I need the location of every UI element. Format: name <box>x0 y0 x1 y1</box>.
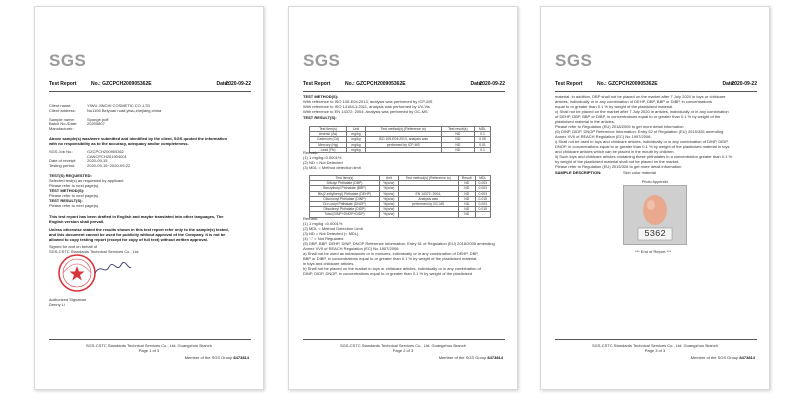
table-cell: %(w/w) <box>380 207 399 212</box>
field-key: Batch No./Date: <box>49 121 78 127</box>
cont-line: by weight of the plasticised material shall not be placed on the market. <box>555 159 680 164</box>
column-header: Test result(s) <box>441 127 474 132</box>
footer-rule <box>49 339 251 340</box>
footer-member <box>541 355 755 360</box>
section-title: TEST(S) REQUESTED: <box>49 173 92 178</box>
sample-photo-frame <box>623 180 687 245</box>
field-key: Client address: <box>49 107 76 113</box>
notice-line: Unless otherwise stated the results shown in this test report refer only to the sample(s) tested, <box>49 227 229 232</box>
header-date-label: Date: <box>216 81 229 87</box>
table-cell <box>398 212 458 217</box>
table-cell: 0.05 <box>475 137 491 142</box>
remark-line: (2) ND = Not Detected <box>303 160 343 165</box>
footer-company: SGS-CSTC Standards Technical Services Co., Ltd. Guangzhou Branch <box>86 343 212 348</box>
method-line: With reference to EN 14372: 2004, Analysis was performed by GC-MS <box>303 109 428 114</box>
notice-line: and this document cannot be used for publicity without approval of the Company. It is not be <box>49 232 226 237</box>
table-cell: 0.003 <box>475 201 490 206</box>
header-rule <box>555 91 757 92</box>
field-key: SGS Job No.: <box>49 149 74 154</box>
handwritten-signature <box>93 261 133 277</box>
field-value: YIWU JINCHI COSMETIC CO.,LTD <box>87 103 151 108</box>
table-cell: Cadmium (Cd) <box>310 137 347 142</box>
table-cell: 0.1 <box>475 147 491 152</box>
method-line: With reference to ISO 105-E04:2013, analysis was performed by ICP-MS <box>303 99 433 104</box>
remark-line: DINP, DIDP, DNOP, in concentrations equal to or greater than 0.1 % by weight of the plasticised <box>303 271 472 276</box>
header-date-label: Date: <box>722 81 735 87</box>
header-date-label: Date: <box>470 81 483 87</box>
column-header: MDL <box>475 176 490 181</box>
footer-page-no: Page 2 of 3 <box>392 348 414 353</box>
remark-line: a) Shall not be used as substances or in mixtures, individually or in any combination of DEHP, DBP, <box>303 251 479 256</box>
table-header-row <box>310 127 491 132</box>
cont-line: c) Shall not be placed on the market after 7 July 2020 in articles, individually or in any combination <box>555 109 729 114</box>
body-line: Please refer to next page(s). <box>49 203 100 208</box>
header-date-value: 2020-09-22 <box>225 81 251 87</box>
notice-line: English version shall prevail. <box>49 219 105 224</box>
remark-line: Annex XVII of REACH Regulation (EC) No 1907/2006: <box>303 246 400 251</box>
header-report-no: No.: GZCPCH200905362E <box>91 81 152 87</box>
table-cell: - <box>475 212 490 217</box>
remark-line: Remark: <box>303 150 319 155</box>
field-value: 2020-09-15~2020-09-22 <box>87 162 131 168</box>
header-date-value: 2020-09-22 <box>479 81 505 87</box>
section-title: TEST METHOD(S): <box>303 94 339 99</box>
report-page-1 <box>34 6 264 390</box>
remark-line: Remark: <box>303 216 319 221</box>
body-line: Selected test(s) as requested by applicant <box>49 178 124 183</box>
table-cell: mg/kg <box>347 132 366 137</box>
field-key: Sample name: <box>49 116 75 122</box>
table-cell: ND <box>441 142 474 147</box>
report-header <box>49 81 251 90</box>
table-cell: ND <box>458 191 475 196</box>
field-key: Testing period: <box>49 162 76 168</box>
sgs-logo: SGS <box>555 51 593 70</box>
table-cell: EN 14372: 2004, <box>398 191 458 196</box>
table-cell <box>365 147 441 152</box>
field-value: Sponge puff <box>87 116 109 122</box>
header-label: Test Report <box>49 81 77 87</box>
column-header: Unit <box>347 127 366 132</box>
cont-line: plasticised material in the articles. <box>555 119 615 124</box>
table-cell: mg/kg <box>347 147 366 152</box>
remark-line: (1) 1 mg/kg=0.0001% <box>303 155 342 160</box>
cont-line: i) Shall not be used in toys and childcare articles, individually or in any combination of DINP, DIDP, <box>555 139 729 144</box>
report-header <box>555 81 757 90</box>
remark-line: (2) MDL = Method Detection Limit <box>303 226 363 231</box>
body-line: Please refer to next page(s). <box>49 193 100 198</box>
footer-rule <box>303 339 505 340</box>
header-label: Test Report <box>555 81 583 87</box>
table-cell: Diisodecyl Phthalate (DIDP) <box>310 207 380 212</box>
field-value: GZCPCH200905362 <box>87 149 124 154</box>
section-title: TEST METHOD(S): <box>49 188 85 193</box>
table-cell: ND <box>458 186 475 191</box>
column-header: MDL <box>475 127 491 132</box>
remark-line: (3) ND = Not Detected (< MDL) <box>303 231 359 236</box>
field-value: 2020-09-15 <box>87 158 108 164</box>
statement-line: Above sample(s) was/were submitted and identified by the client, SGS quoted the information <box>49 136 228 141</box>
end-of-report: *** End of Report *** <box>635 249 672 254</box>
table-cell: Lead (Pb) <box>310 147 347 152</box>
cont-line: equal to or greater than 0.1 % by weight of the plasticised material. <box>555 104 674 109</box>
table-cell: mg/kg <box>347 142 366 147</box>
company-seal-stamp <box>57 253 97 293</box>
section-title: TEST RESULT(S): <box>49 198 83 203</box>
table-cell: Diisononyl Phthalate (DINP) <box>310 196 380 201</box>
footer-rule <box>555 339 757 340</box>
table-cell: 0.003 <box>475 191 490 196</box>
table-cell: 0.015 <box>475 207 490 212</box>
remark-line: b) Shall not be placed on the market in toys or childcare articles, individually or in any combination of <box>303 266 481 271</box>
table-cell: performed by ICP-MS <box>365 142 441 147</box>
report-header <box>303 81 505 90</box>
sgs-logo: SGS <box>49 51 87 70</box>
cont-line: of DEHP, DBP, BBP or DIBP, in concentrations equal to or greater than 0.1 % by weight of the <box>555 114 721 119</box>
footer-id: 8473814 <box>739 355 755 360</box>
footer-id: 8473814 <box>487 355 503 360</box>
footer-page-no: Page 1 of 3 <box>138 348 160 353</box>
table-cell: ND <box>441 147 474 152</box>
table-cell: 0.1 <box>475 132 491 137</box>
field-value: No1106 Beiyuan road,yiwu,zhejiang,china <box>87 107 162 113</box>
remark-line: (1) 1 mg/kg =0.0001% <box>303 221 343 226</box>
column-header: Test method(s) (Reference to) <box>398 176 458 181</box>
header-label: Test Report <box>303 81 331 87</box>
section-title: SAMPLE DESCRIPTION: <box>555 170 602 175</box>
body-line: Please refer to next page(s). <box>49 183 100 188</box>
cont-line: Please refer to Regulation (EU) 2015/326 to get more detail information <box>555 164 682 169</box>
cont-line: ii) Such toys and childcare articles containing these phthalates in a concentration greater than 0.1 % <box>555 154 732 159</box>
column-header: Result <box>458 176 475 181</box>
field-key: Client name: <box>49 103 72 108</box>
table-cell: 0.015 <box>475 196 490 201</box>
field-key: Date of receipt: <box>49 158 77 164</box>
remark-line: BBP or DIBP, in concentrations equal to or greater than 0.1 % by weight of the plasticised material, <box>303 256 478 261</box>
footer-page-no: Page 3 of 3 <box>644 348 666 353</box>
column-header: Test Item(s) <box>310 176 380 181</box>
table-cell: Benzylbutyl Phthalate (BBP) <box>310 186 380 191</box>
footer-id: 8473814 <box>233 355 249 360</box>
table-cell: ND <box>441 137 474 142</box>
table-cell: Mercury (Hg) <box>310 142 347 147</box>
signature-label: Authorized Signature <box>49 297 87 302</box>
table-cell: %(w/w) <box>380 201 399 206</box>
client-fields <box>49 104 249 134</box>
field-key: Manufacturer: <box>49 126 74 131</box>
column-header: Unit <box>380 176 399 181</box>
table-cell: Total (DINP+DNOP+DIDP) <box>310 212 380 217</box>
cont-line: DNOP, in concentrations equal to or greater than 0.1 % by weight of the plasticised material in toys <box>555 144 730 149</box>
footer-company: SGS-CSTC Standards Technical Services Co., Ltd. Guangzhou Branch <box>592 343 718 348</box>
header-rule <box>303 91 505 92</box>
field-value: 20200807 <box>87 121 105 127</box>
table-cell: %(w/w) <box>380 212 399 217</box>
table-cell: 0.003 <box>475 181 490 186</box>
cont-line: and childcare articles which can be placed in the mouth by children. <box>555 149 675 154</box>
table-cell: ND <box>458 196 475 201</box>
header-date-value: 2020-09-22 <box>731 81 757 87</box>
heavy-metals-table <box>309 126 491 153</box>
cont-line: Please refer to Regulation (EU) 2018/2005 to get more detail information <box>555 124 684 129</box>
table-cell: Analysis was <box>398 196 458 201</box>
table-cell: Arsenic (As) <box>310 132 347 137</box>
notice-line: allowed to copy testing report (except for copy of full text) without written approval. <box>49 237 208 242</box>
cont-line: material. In addition, DBP shall not be placed on the market after 7 July 2020 in toys or childcare <box>555 94 726 99</box>
photo-label: Photo Appendix <box>641 180 669 184</box>
table-cell: Dibutyl Phthalate (DBP) <box>310 181 380 186</box>
table-cell: ND <box>441 132 474 137</box>
table-cell: %(w/w) <box>380 181 399 186</box>
section-title: TEST RESULT(S): <box>303 115 337 120</box>
remark-line: in toys and childcare articles. <box>303 261 355 266</box>
cont-line: articles, individually or in any combination of DEHP, DBP, BBP or DIBP, in concentrations <box>555 99 712 104</box>
header-report-no: No.: GZCPCH200905362E <box>345 81 406 87</box>
table-cell: ND <box>458 212 475 217</box>
column-header: Test Item(s) <box>310 127 347 132</box>
remark-line: (5) DBP, BBP, DEHP, DINP, DNOP Reference Information: Entry 51 of Regulation (EU) 2018/2005 amending <box>303 241 495 246</box>
table-cell: %(w/w) <box>380 186 399 191</box>
report-page-3 <box>540 6 770 390</box>
statement-line: with no responsibility as to the accuracy, adequacy and/or completeness. <box>49 141 189 146</box>
notice-line: Signed for and on behalf of <box>49 244 98 249</box>
sample-color: Skin color material <box>623 170 656 175</box>
phthalates-table <box>309 175 491 218</box>
notice-line: This test report has been drafted in English and maybe translated into other languages, The <box>49 214 224 219</box>
report-page-2 <box>288 6 518 390</box>
sgs-logo: SGS <box>303 51 341 70</box>
method-line: With reference to ISO 14184-1:2011, analysis was performed by UV-Vis <box>303 104 430 109</box>
table-cell: ISO 105-E04:2013, analysis was <box>365 137 441 142</box>
sample-number-label: 5362 <box>644 229 666 239</box>
column-header: Test method(s) (Reference to) <box>365 127 441 132</box>
header-rule <box>49 91 251 92</box>
table-cell: %(w/w) <box>380 191 399 196</box>
field-value: CANCPCH201904001 <box>87 153 127 159</box>
remark-line: (3) MDL = Method detection limit <box>303 165 361 170</box>
table-cell: ND <box>458 207 475 212</box>
table-cell: Di-n-octyl Phthalate (DNOP) <box>310 201 380 206</box>
footer-member-text: Member of the SGS Group <box>438 355 487 360</box>
remark-line: (4) "-" = Not Regulated <box>303 236 344 241</box>
table-cell: mg/kg <box>347 137 366 142</box>
header-report-no: No.: GZCPCH200905362E <box>597 81 658 87</box>
table-row <box>310 147 491 152</box>
table-cell: Bis(2-ethylhexyl) Phthalate (DEHP) <box>310 191 380 196</box>
footer-member <box>289 355 503 360</box>
table-cell: 0.003 <box>475 186 490 191</box>
table-cell: 0.01 <box>475 142 491 147</box>
signature-name: Denny Li <box>49 302 65 307</box>
cont-line: Annex XVII of REACH Regulation (EC) No 1907/2006: <box>555 134 652 139</box>
cont-line: (6) DINP, DIDP, DNOP Reference Information: Entry 52 of Regulation (EU) 2015/326 amending <box>555 129 724 134</box>
table-cell: ND <box>458 181 475 186</box>
footer-member-text: Member of the SGS Group <box>184 355 233 360</box>
footer-company: SGS-CSTC Standards Technical Services Co., Ltd. Guangzhou Branch <box>340 343 466 348</box>
job-fields <box>49 150 249 170</box>
table-cell: performed by GC-MS <box>398 201 458 206</box>
table-cell: ND <box>458 201 475 206</box>
footer-member-text: Member of the SGS Group <box>690 355 739 360</box>
footer-member <box>35 355 249 360</box>
table-cell: %(w/w) <box>380 196 399 201</box>
notice-line: SGS-CSTC Standards Technical Services Co., Ltd. <box>49 249 140 254</box>
table-row <box>310 212 491 217</box>
